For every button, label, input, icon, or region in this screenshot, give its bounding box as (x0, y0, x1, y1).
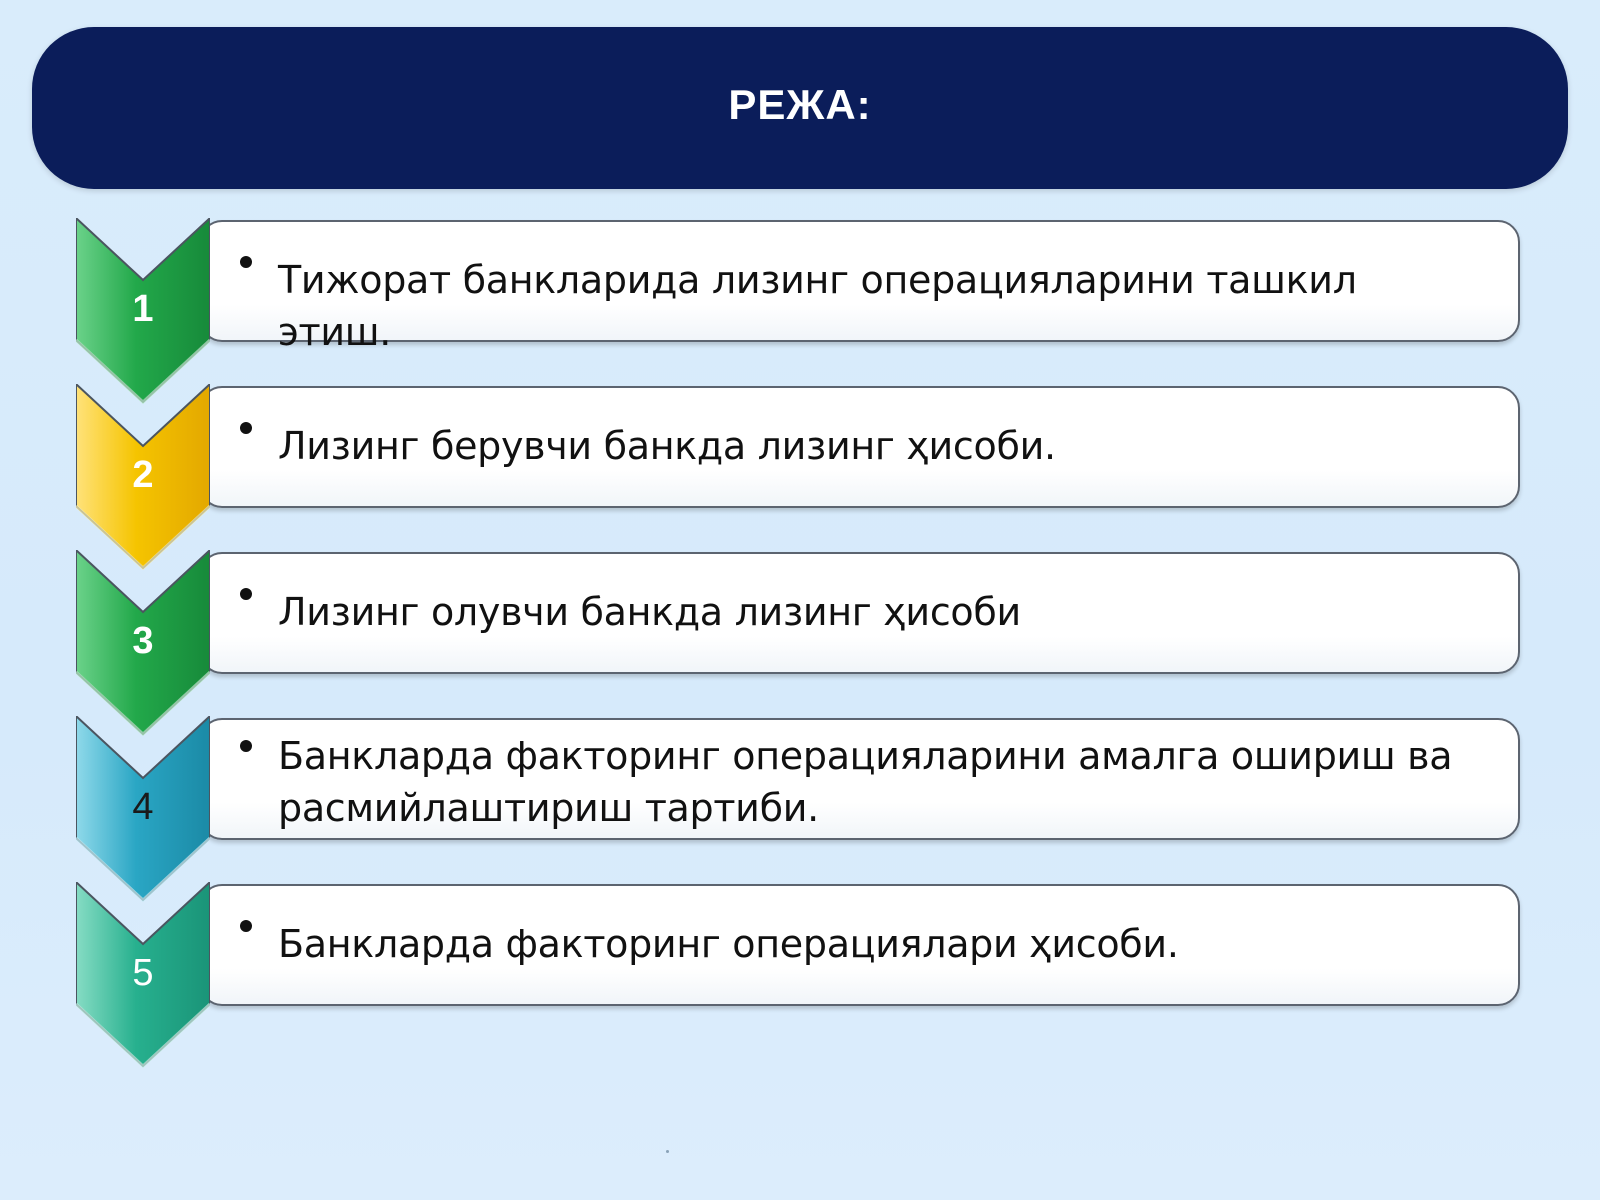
step-number: 3 (132, 620, 154, 662)
chevron-down-icon (76, 384, 210, 574)
step-text: Лизинг берувчи банкда лизинг ҳисоби. (278, 424, 1056, 468)
bullet-icon (240, 920, 252, 932)
step-text: Банкларда факторинг операциялари ҳисоби. (278, 922, 1179, 966)
step-text: Тижорат банкларида лизинг операцияларини ташкил этиш. (278, 258, 1357, 354)
step-text: Лизинг олувчи банкда лизинг ҳисоби (278, 590, 1021, 634)
step-number: 1 (132, 288, 154, 330)
decorative-dot (666, 1150, 669, 1153)
step-number: 5 (132, 952, 154, 994)
chevron-down-icon (76, 218, 210, 408)
bullet-icon (240, 588, 252, 600)
page-title: РЕЖА: (728, 81, 872, 128)
chevron-down-icon (76, 550, 210, 740)
chevron-down-icon (76, 882, 210, 1072)
step-text-box (200, 552, 1520, 674)
bullet-icon (240, 740, 252, 752)
step-number: 2 (132, 454, 154, 496)
chevron-down-icon (76, 716, 210, 906)
bullet-icon (240, 256, 252, 268)
step-item-5 (0, 884, 1600, 1084)
header-banner (32, 27, 1568, 189)
step-text-box (200, 718, 1520, 840)
step-text-box (200, 386, 1520, 508)
step-text-box (200, 884, 1520, 1006)
step-text: Банкларда факторинг операцияларини амалга ошириш ва расмийлаштириш тартиби. (278, 734, 1453, 830)
bullet-icon (240, 422, 252, 434)
step-number: 4 (132, 786, 154, 828)
step-text-box (200, 220, 1520, 354)
